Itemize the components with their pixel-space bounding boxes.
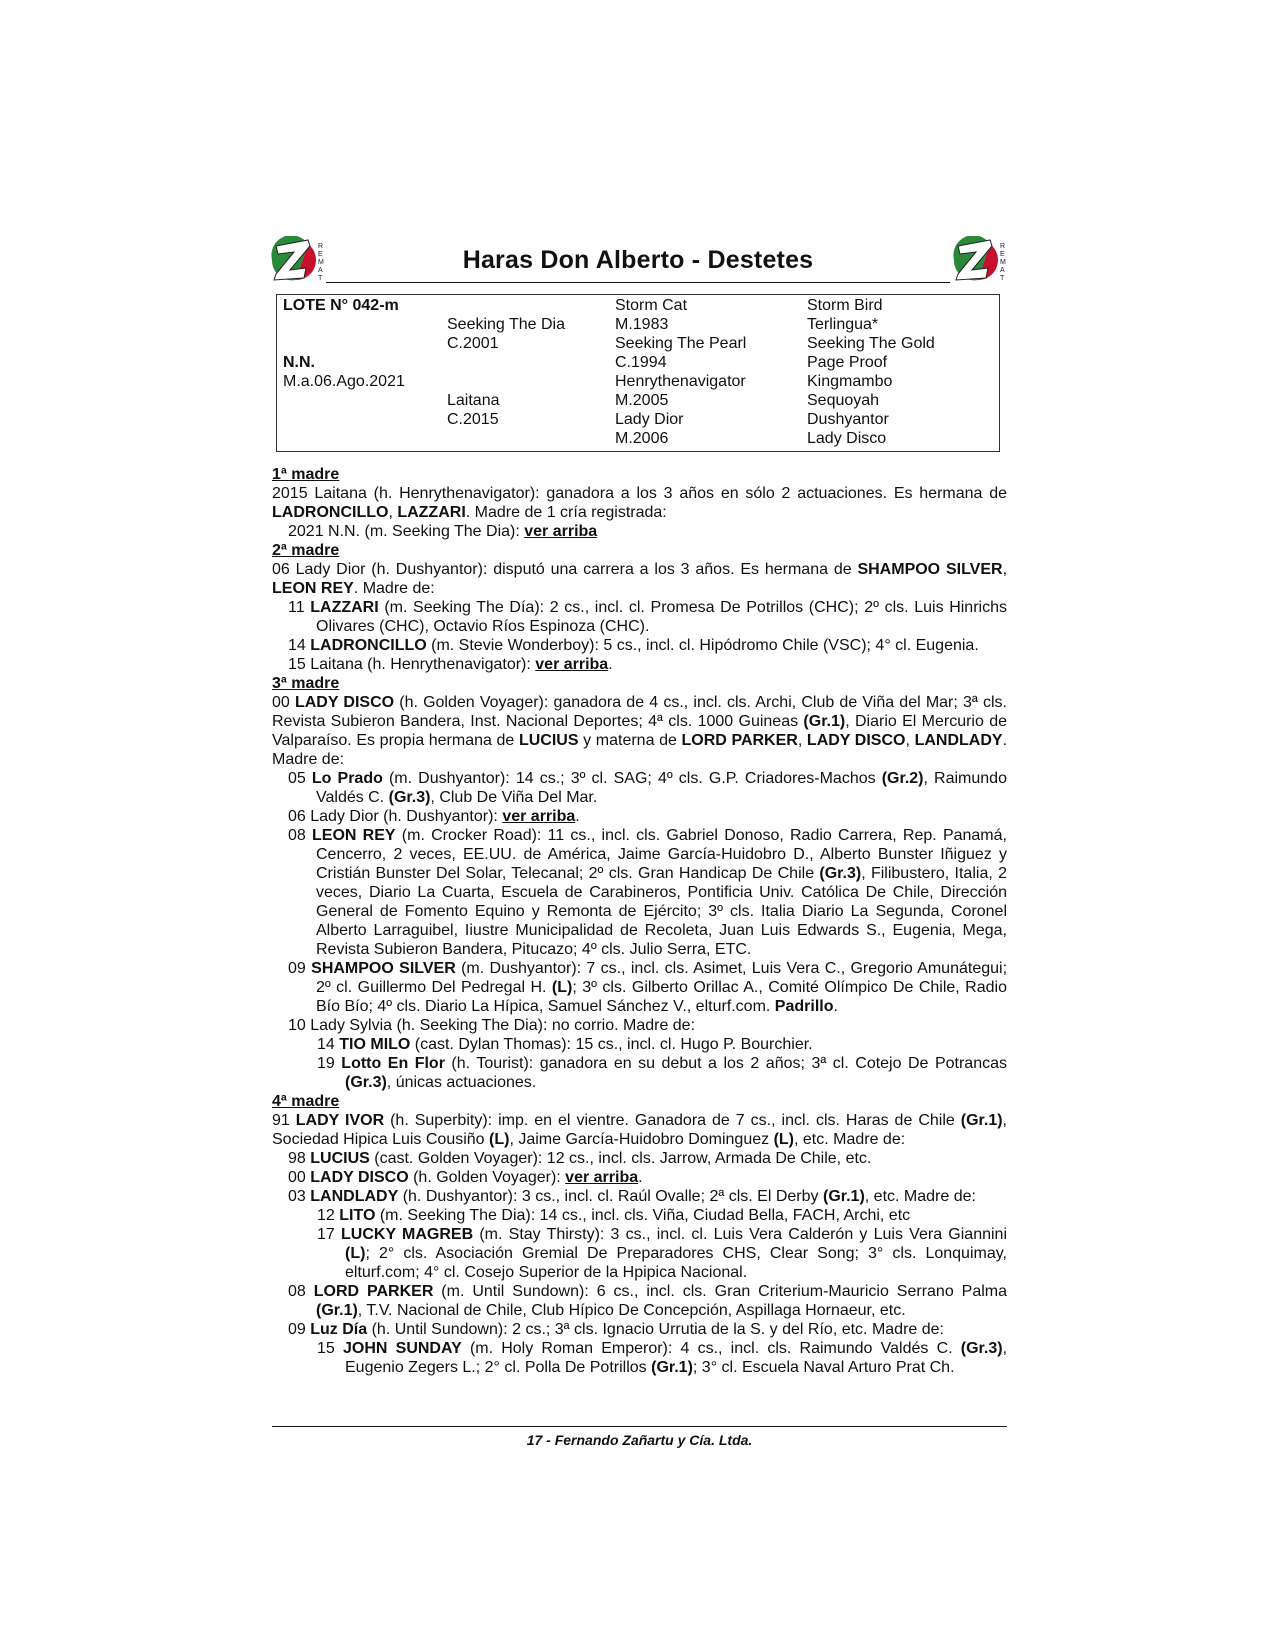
g2-cell: Henrythenavigator [615,373,746,390]
dam-entry: 91 LADY IVOR (h. Superbity): imp. en el vientre. Ganadora de 7 cs., incl. cls. Haras de Chile (Gr.1), Sociedad Hipica Luis Cousiño (L), Jaime García-Huidobro Dominguez (L), etc. Madre de: [272,1112,1007,1148]
g2-cell: Seeking The Pearl [615,335,747,352]
sire-name: Seeking The Dia [447,316,565,333]
svg-text:E: E [318,251,323,258]
svg-text:A: A [318,267,323,274]
section-heading: 3ª madre [272,675,340,692]
page-title: Haras Don Alberto - Destetes [462,246,814,274]
lot-number: LOTE N° 042-m [283,297,399,314]
ver-arriba-link[interactable]: ver arriba [535,656,609,673]
produce-item: 03 LANDLADY (h. Dushyantor): 3 cs., incl. cl. Raúl Ovalle; 2ª cls. El Derby (Gr.1), etc. Madre de: [288,1188,976,1205]
produce-item: 10 Lady Sylvia (h. Seeking The Dia): no corrio. Madre de: [288,1017,696,1034]
section-heading: 4ª madre [272,1093,340,1110]
dam-entry: 00 LADY DISCO (h. Golden Voyager): ganadora de 4 cs., incl. cls. Archi, Club de Viña del Mar; 3ª cls. Revista Subieron Bandera, Inst. Nacional Deportes; 4ª cls. 1000 Guineas (Gr.1), Diario El Mercurio de Valparaíso. Es propia hermana de LUCIUS y materna de LORD PARKER, LADY DISCO, LANDLADY. Madre de: [272,694,1008,768]
produce-subitem: 14 TIO MILO (cast. Dylan Thomas): 15 cs., incl. cl. Hugo P. Bourchier. [317,1036,813,1053]
produce-item: 08 LEON REY (m. Crocker Road): 11 cs., incl. cls. Gabriel Donoso, Radio Carrera, Rep. Panamá, Cencerro, 2 veces, EE.UU. de América, Jaime García-Huidobro D., Alberto Bunster Iñiguez y Cristián Bunster Del Solar, Telecanal; 2º cls. Gran Handicap De Chile (Gr.3), Filibustero, Italia, 2 veces, Diario La Cuarta, Escuela de Carabineros, Pontificia Univ. Católica De Chile, Dirección General de Fomento Equino y Remonta de Ejército; 3º cls. Italia Diario La Segunda, Coronel Alberto Larraguibel, Iiustre Municipalidad de Recoleta, Juan Luis Edwards S., Eugenia, Mega, Revista Subieron Bandera, Pitucazo; 4º cls. Julio Serra, ETC. [288,827,1007,958]
svg-text:E: E [1000,251,1005,258]
page-footer: 17 - Fernando Zañartu y Cía. Ltda. [526,1432,753,1448]
ver-arriba-link[interactable]: ver arriba [565,1169,639,1186]
g2-cell: Storm Cat [615,297,688,314]
g3-cell: Lady Disco [807,430,887,447]
g3-cell: Kingmambo [807,373,893,390]
produce-record [272,465,1007,1377]
svg-text:M: M [1000,259,1006,266]
svg-text:R: R [1000,243,1006,250]
pedigree-table [276,294,1000,452]
produce-item: 98 LUCIUS (cast. Golden Voyager): 12 cs., incl. cls. Jarrow, Armada De Chile, etc. [288,1150,872,1167]
g2-cell: M.2005 [615,392,669,409]
g2-cell: C.1994 [615,354,667,371]
footer-rule [272,1426,1007,1427]
produce-item: 09 Luz Día (h. Until Sundown): 2 cs.; 3ª cls. Ignacio Urrutia de la S. y del Río, etc. Madre de: [288,1321,944,1338]
svg-text:T: T [318,275,323,282]
produce-item: 06 Lady Dior (h. Dushyantor): ver arriba. [288,808,580,825]
zl-remates-logo-icon-right [950,236,1008,284]
produce-item: 00 LADY DISCO (h. Golden Voyager): ver arriba. [288,1169,643,1186]
g3-cell: Dushyantor [807,411,889,428]
produce-item: 09 SHAMPOO SILVER (m. Dushyantor): 7 cs., incl. cls. Asimet, Luis Vera C., Gregorio Amunátegui; 2º cl. Guillermo Del Pedregal H. (L); 3º cls. Gilberto Orillac A., Comité Olímpico De Chile, Radio Bío Bío; 4º cls. Diario La Hípica, Samuel Sánchez V., elturf.com. Padrillo. [288,960,1008,1015]
g3-cell: Seeking The Gold [807,335,935,352]
g2-cell: M.1983 [615,316,669,333]
zl-remates-logo-icon [268,236,326,284]
produce-subitem: 17 LUCKY MAGREB (m. Stay Thirsty): 3 cs., incl. cl. Luis Vera Calderón y Luis Vera Giannini (L); 2° cls. Asociación Gremial De Preparadores CHS, Clear Song; 3° cls. Lonquimay, elturf.com; 4° cl. Cosejo Superior de la Hpipica Nacional. [317,1226,1007,1281]
header-rule [326,282,950,283]
svg-text:T: T [1000,275,1005,282]
section-heading: 2ª madre [272,542,340,559]
produce-item: 11 LAZZARI (m. Seeking The Día): 2 cs., incl. cl. Promesa De Potrillos (CHC); 2º cls. Luis Hinrichs Olivares (CHC), Octavio Ríos Espinoza (CHC). [288,599,1007,635]
dam-entry: 06 Lady Dior (h. Dushyantor): disputó una carrera a los 3 años. Es hermana de SHAMPOO SILVER, LEON REY. Madre de: [272,561,1008,597]
ver-arriba-link[interactable]: ver arriba [524,523,598,540]
sire-info: C.2001 [447,335,499,352]
svg-text:R: R [318,243,324,250]
g2-cell: M.2006 [615,430,669,447]
produce-subitem: 12 LITO (m. Seeking The Dia): 14 cs., incl. cls. Viña, Ciudad Bella, FACH, Archi, etc [317,1207,911,1224]
produce-item: 2021 N.N. (m. Seeking The Dia): ver arriba [288,523,598,540]
g2-cell: Lady Dior [615,411,684,428]
produce-item: 08 LORD PARKER (m. Until Sundown): 6 cs., incl. cls. Gran Criterium-Mauricio Serrano Palma (Gr.1), T.V. Nacional de Chile, Club Hípico De Concepción, Aspillaga Hornaeur, etc. [288,1283,1007,1319]
g3-cell: Page Proof [807,354,888,371]
produce-item: 14 LADRONCILLO (m. Stevie Wonderboy): 5 cs., incl. cl. Hipódromo Chile (VSC); 4° cl. Eugenia. [288,637,979,654]
page-header [268,236,1008,286]
svg-text:M: M [318,259,324,266]
dam-name: Laitana [447,392,500,409]
produce-item: 15 Laitana (h. Henrythenavigator): ver arriba. [288,656,613,673]
horse-name: N.N. [283,354,315,371]
g3-cell: Sequoyah [807,392,880,409]
g3-cell: Terlingua* [807,316,879,333]
produce-subitem: 15 JOHN SUNDAY (m. Holy Roman Emperor): 4 cs., incl. cls. Raimundo Valdés C. (Gr.3), Eugenio Zegers L.; 2° cl. Polla De Potrillos (Gr.1); 3° cl. Escuela Naval Arturo Prat Ch. [317,1340,1008,1376]
produce-item: 05 Lo Prado (m. Dushyantor): 14 cs.; 3º cl. SAG; 4º cls. G.P. Criadores-Machos (Gr.2), Raimundo Valdés C. (Gr.3), Club De Viña Del Mar. [288,770,1007,806]
g3-cell: Storm Bird [807,297,883,314]
ver-arriba-link[interactable]: ver arriba [502,808,576,825]
horse-birth: M.a.06.Ago.2021 [283,373,405,390]
svg-text:A: A [1000,267,1005,274]
section-heading: 1ª madre [272,466,340,483]
dam-entry: 2015 Laitana (h. Henrythenavigator): ganadora a los 3 años en sólo 2 actuaciones. Es hermana de LADRONCILLO, LAZZARI. Madre de 1 cría registrada: [272,485,1007,521]
dam-info: C.2015 [447,411,499,428]
produce-subitem: 19 Lotto En Flor (h. Tourist): ganadora en su debut a los 2 años; 3ª cl. Cotejo De Potrancas (Gr.3), únicas actuaciones. [317,1055,1007,1091]
